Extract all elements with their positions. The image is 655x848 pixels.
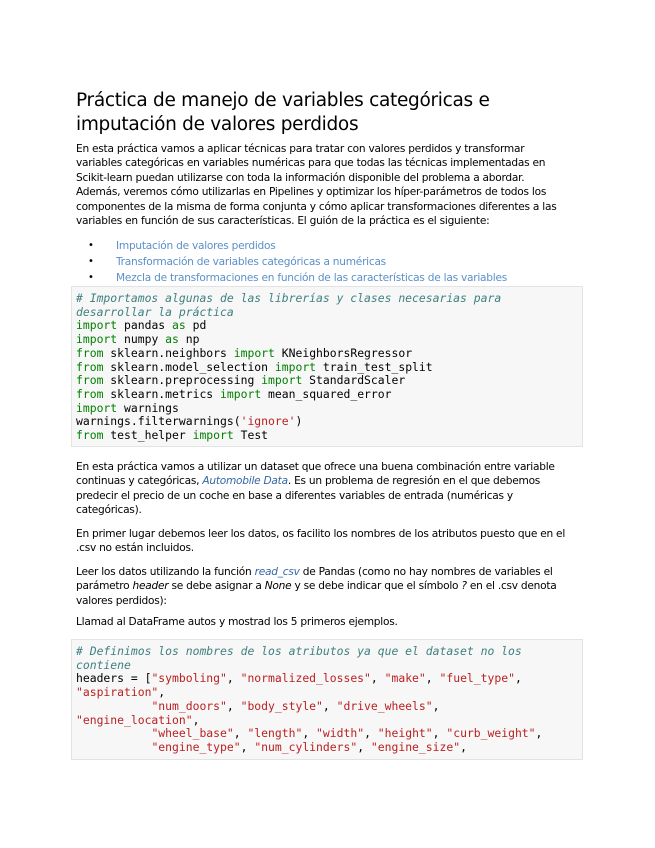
paragraph-line [76,565,584,579]
code-text: sklearn.neighbors [103,345,234,360]
code-text: Test [233,428,269,443]
code-keyword: import [76,332,118,347]
text-span: parámetro [76,580,133,593]
code-keyword: import [274,359,317,374]
paragraph-line [76,474,584,488]
code-text: warnings [117,400,179,415]
code-string: "curb_weight" [446,726,536,741]
code-comment: contiene [76,657,131,672]
code-keyword: import [76,400,118,415]
text-span: se debe asignar a [168,580,265,593]
code-string: "width" [316,726,365,741]
code-keyword: from [76,373,104,388]
code-cell-imports[interactable] [71,286,583,447]
code-cell-headers[interactable] [71,639,583,760]
code-text: np [178,332,200,347]
code-text: sklearn.model_selection [103,359,275,374]
toc-item [76,270,584,286]
code-text: KNeighborsRegressor [274,345,413,360]
code-text: train_test_split [316,359,433,374]
toc-item [76,254,584,270]
code-keyword: import [76,318,118,333]
bullet-icon: • [88,256,94,267]
intro-paragraph [76,142,584,228]
code-text: StandardScaler [302,373,406,388]
code-string: "normalized_losses" [240,671,371,686]
paragraph-line: .csv no están incluidos. [76,542,194,555]
intro-line: Scikit-learn puedan utilizarse con toda la información disponible del problema a abordar. [76,171,525,184]
toc-item [76,238,584,254]
italic-term: ? [461,580,467,593]
code-string: "make" [384,671,426,686]
code-keyword: from [76,386,104,401]
automobile-data-link[interactable]: Automobile Data [202,475,288,488]
code-keyword: as [172,318,186,333]
code-string: 'ignore' [240,414,296,429]
code-text: numpy [117,332,166,347]
code-text: sklearn.preprocessing [103,373,262,388]
intro-line: componentes de la misma de forma conjunta y cómo aplicar transformaciones diferentes a las [76,200,557,213]
paragraph-line [76,579,584,593]
code-keyword: from [76,428,104,443]
table-of-contents [76,238,584,286]
code-comment: # Importamos algunas de las librerías y clases necesarias para [76,291,502,305]
code-keyword: import [220,386,262,401]
paragraph-line: valores perdidos): [76,594,167,607]
read-data-paragraph [76,527,584,556]
page-title: Práctica de manejo de variables categóricas e imputación de valores perdidos [76,90,490,135]
toc-link-imputacion[interactable]: Imputación de valores perdidos [116,240,276,252]
text-span: . Es un problema de regresión en el que debemos [287,475,541,488]
code-keyword: from [76,345,104,360]
read-csv-link[interactable]: read_csv [254,566,300,578]
bullet-icon: • [88,272,94,283]
code-text: headers = [ [76,671,152,686]
code-block: # Definimos los nombres de los atributos ya que el dataset no los contiene headers = ["symboling", "normalized_losses", "make", "fuel_type", "aspiration", "num_doors", "body_style", "drive_wheels", "engine_location", "wheel_base", "length", "width", "height", "curb_weight", "engine_type", "num_cylinders", "engine_size", [76,644,543,754]
text-span: Leer los datos utilizando la función [76,566,255,578]
code-keyword: import [261,373,303,388]
code-comment: # Definimos los nombres de los atributos ya que el dataset no los [76,644,522,658]
code-string: "engine_type" [151,739,241,754]
code-string: "fuel_type" [439,671,515,686]
code-string: "aspiration" [76,685,159,700]
text-span: de Pandas (como no hay nombres de variables el [299,566,553,578]
intro-line: En esta práctica vamos a aplicar técnicas para tratar con valores perdidos y transformar [76,143,525,155]
code-block [76,292,582,443]
code-keyword: import [192,428,234,443]
code-text: pd [185,318,207,333]
code-string: "length" [247,726,303,741]
code-string: "height" [377,726,433,741]
code-string: "engine_location" [76,712,193,727]
dataset-paragraph [76,460,584,518]
code-string: "body_style" [240,698,323,713]
toc-link-mezcla[interactable]: Mezcla de transformaciones en función de las características de las variables [116,272,507,284]
code-text: ) [295,414,303,429]
intro-line: variables categóricas en variables numéricas para que todas las técnicas implementadas en [76,157,546,170]
code-comment: desarrollar la práctica [76,304,234,319]
text-span: continuas y categóricas, [76,475,203,488]
code-text: sklearn.metrics [103,386,221,401]
italic-term: None [264,580,292,593]
code-keyword: from [76,359,104,374]
code-text: warnings.filterwarnings( [76,414,241,429]
code-string: "engine_size" [370,739,461,754]
code-string: "num_doors" [151,698,227,713]
italic-term: header [132,580,169,593]
code-text: mean_squared_error [261,386,392,401]
text-span: en el .csv denota [466,580,557,593]
code-string: "symboling" [151,671,227,686]
code-string: "wheel_base" [151,726,234,741]
paragraph-line: En esta práctica vamos a utilizar un dataset que ofrece una buena combinación entre variable [76,461,555,473]
intro-line: Además, veremos cómo utilizarlas en Pipelines y optimizar los híper-parámetros de todos los [76,186,547,199]
instruction-paragraph: Llamad al DataFrame autos y mostrad los 5 primeros ejemplos. [76,616,398,628]
code-string: "num_cylinders" [254,739,358,754]
code-keyword: import [233,345,275,360]
intro-line: variables en función de sus características. El guión de la práctica es el siguiente: [76,215,490,228]
code-text: pandas [117,318,173,333]
toc-link-transformacion[interactable]: Transformación de variables categóricas a numéricas [116,256,386,268]
bullet-icon: • [88,240,94,251]
paragraph-line: En primer lugar debemos leer los datos, os facilito los nombres de los atributos puesto que en el [76,528,566,540]
read-csv-paragraph [76,565,584,608]
code-text: test_helper [103,428,193,443]
text-span: y se debe indicar que el símbolo [291,580,462,593]
paragraph-line: categóricas). [76,504,142,517]
paragraph-line: predecir el precio de un coche en base a diferentes variables de entrada (numéricas y [76,489,513,502]
code-string: "drive_wheels" [336,698,433,713]
code-keyword: as [165,332,179,347]
